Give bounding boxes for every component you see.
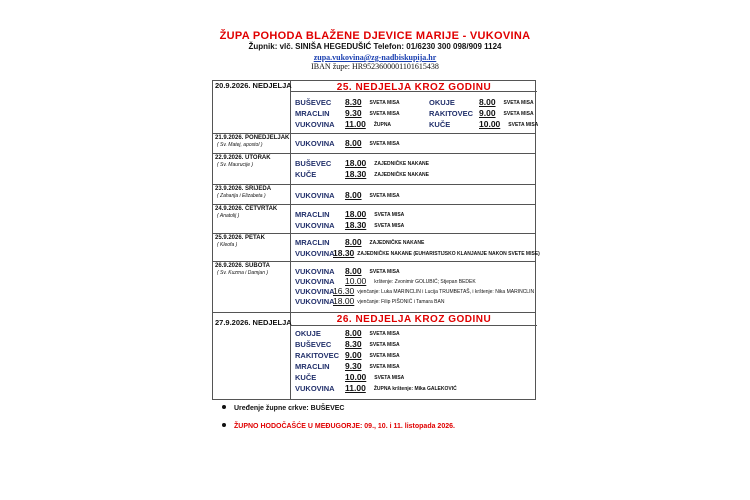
mass-entry: VUKOVINA 11.00 ŽUPNA krštenje: Mika GALEKOVIĆ bbox=[295, 383, 457, 393]
schedule-row-monday bbox=[213, 133, 535, 154]
mass-entry: VUKOVINA 11.00 ŽUPNA bbox=[295, 119, 392, 129]
parish-email-link[interactable]: zupa.vukovina@zg-nadbiskupija.hr bbox=[313, 53, 437, 62]
date-cell: 23.9.2026. SRIJEDA ( Zaharija i Elizabeta ) bbox=[215, 186, 272, 199]
parish-title: ŽUPA POHODA BLAŽENE DJEVICE MARIJE - VUKOVINA bbox=[219, 30, 531, 42]
mass-entry: BUŠEVEC 8.30 SVETA MISA bbox=[295, 97, 400, 107]
mass-entry: RAKITOVEC 9.00 SVETA MISA bbox=[295, 350, 400, 360]
mass-entry: MRACLIN 18.00 SVETA MISA bbox=[295, 209, 405, 219]
mass-entry: VUKOVINA 8.00 SVETA MISA bbox=[295, 138, 400, 148]
mass-entry: RAKITOVEC 9.00 SVETA MISA bbox=[429, 108, 534, 118]
bullet-icon bbox=[222, 405, 226, 409]
date-cell: 25.9.2026. PETAK ( Kleofa ) bbox=[215, 235, 265, 248]
mass-entry: VUKOVINA18.30 ZAJEDNIČKE NAKANE (EUHARISTIJSKO KLANJANJE NAKON SVETE MISE) bbox=[295, 248, 540, 258]
schedule-row-thursday bbox=[213, 204, 535, 234]
bullet-icon bbox=[222, 423, 226, 427]
mass-entry: OKUJE 8.00 SVETA MISA bbox=[295, 328, 400, 338]
schedule-row-wednesday bbox=[213, 184, 535, 205]
schedule-row-friday bbox=[213, 233, 540, 262]
mass-entry: VUKOVINA 8.00 SVETA MISA bbox=[295, 266, 400, 276]
date-cell: 22.9.2026. UTORAK ( Sv. Maurucije ) bbox=[215, 155, 271, 168]
date-cell: 21.9.2026. PONEDJELJAK ( Sv. Matej, apostol ) bbox=[215, 135, 290, 148]
parish-iban: IBAN župe: HR9523600001101615438 bbox=[311, 62, 439, 71]
sunday-heading: 25. NEDJELJA KROZ GODINU bbox=[336, 82, 492, 93]
mass-entry: KUČE 10.00 SVETA MISA bbox=[429, 119, 539, 129]
schedule-row-sunday-27 bbox=[213, 312, 535, 402]
date-cell: 24.9.2026. ČETVRTAK ( Anatolij ) bbox=[215, 206, 278, 219]
note-church-cleaning: Uređenje župne crkve: BUŠEVEC bbox=[222, 405, 344, 412]
schedule-row-tuesday bbox=[213, 153, 535, 185]
mass-schedule-table bbox=[212, 80, 540, 400]
mass-entry: VUKOVINA18.00 vjenčanje: Filip PIŠONIĆ i Tamara BAN bbox=[295, 296, 445, 306]
note-pilgrimage: ŽUPNO HODOČAŠĆE U MEĐUGORJE: 09., 10. i 11. listopada 2026. bbox=[222, 423, 455, 430]
date-cell: 20.9.2026. NEDJELJA bbox=[215, 81, 292, 90]
date-cell: 27.9.2026. NEDJELJA bbox=[215, 318, 292, 327]
mass-entry: BUŠEVEC 8.30 SVETA MISA bbox=[295, 339, 400, 349]
mass-entry: VUKOVINA 8.00 SVETA MISA bbox=[295, 190, 400, 200]
mass-entry: MRACLIN 8.00 ZAJEDNIČKE NAKANE bbox=[295, 237, 425, 247]
pastor-contact-line: Župnik: vlč. SINIŠA HEGEDUŠIĆ Telefon: 01/6230 300 098/909 1124 bbox=[248, 42, 502, 51]
schedule-row-sunday-20 bbox=[213, 81, 539, 133]
mass-entry: OKUJE 8.00 SVETA MISA bbox=[429, 97, 534, 107]
mass-entry: KUČE 10.00 SVETA MISA bbox=[295, 372, 405, 382]
mass-entry: VUKOVINA 10.00 krštenje: Zvonimir GOLUBIĆ; Stjepan BEDEK bbox=[295, 276, 476, 286]
mass-entry: MRACLIN 9.30 SVETA MISA bbox=[295, 108, 400, 118]
mass-entry: BUŠEVEC 18.00 ZAJEDNIČKE NAKANE bbox=[295, 158, 430, 168]
mass-entry: KUČE 18.30 ZAJEDNIČKE NAKANE bbox=[295, 169, 430, 179]
mass-entry: VUKOVINA 18.30 SVETA MISA bbox=[295, 220, 405, 230]
sunday-heading: 26. NEDJELJA KROZ GODINU bbox=[336, 314, 492, 325]
date-cell: 26.9.2026. SUBOTA ( Sv. Kuzma i Damjan ) bbox=[215, 263, 270, 276]
schedule-row-saturday bbox=[213, 261, 535, 313]
mass-entry: VUKOVINA16.30 vjenčanje: Luka MARINCLIN i Lucija TRUMBETAŠ, i krštenje: Nika MARINCLIN bbox=[295, 286, 535, 296]
mass-entry: MRACLIN 9.30 SVETA MISA bbox=[295, 361, 400, 371]
